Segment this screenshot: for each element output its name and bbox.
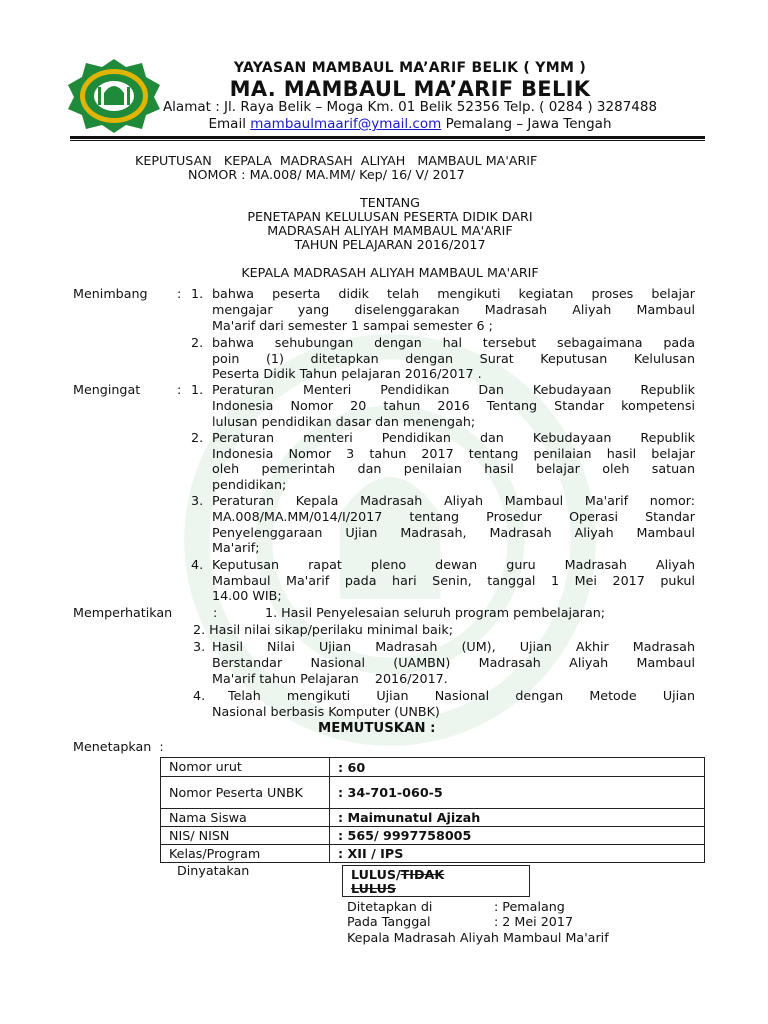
- decree-subject-2: MADRASAH ALIYAH MAMBAUL MA'ARIF: [267, 223, 513, 238]
- mengingat-3-line-3: Penyelenggaraan Ujian Madrasah, Madrasah Aliyah Mambaul: [212, 525, 695, 540]
- row-label: Nama Siswa: [161, 809, 330, 827]
- result-line-1: [351, 868, 521, 882]
- row-value: : XII / IPS: [330, 845, 705, 863]
- menimbang-num-1: 1.: [191, 286, 204, 301]
- memperhatikan-colon: :: [213, 605, 218, 620]
- mengingat-3-line-1: Peraturan Kepala Madrasah Aliyah Mambaul Ma'arif nomor:: [212, 493, 695, 508]
- memutuskan-heading: MEMUTUSKAN :: [318, 721, 436, 736]
- result-box: [342, 865, 530, 897]
- row-value: : 34-701-060-5: [330, 777, 705, 809]
- decree-number: NOMOR : MA.008/ MA.MM/ Kep/ 16/ V/ 2017: [188, 167, 465, 182]
- row-label: Nomor urut: [161, 758, 330, 777]
- place-value: : Pemalang: [494, 899, 565, 914]
- row-value: : 565/ 9997758005: [330, 827, 705, 845]
- result-fail-2: LULUS: [351, 881, 397, 896]
- result-pass: LULUS/: [351, 867, 401, 882]
- memperhatikan-3-line-1: Hasil Nilai Ujian Madrasah (UM), Ujian Akhir Madrasah: [212, 639, 695, 654]
- mengingat-num-1: 1.: [191, 382, 204, 397]
- student-info-table: [160, 757, 705, 863]
- table-row: [161, 758, 705, 777]
- decree-subject-1: PENETAPAN KELULUSAN PESERTA DIDIK DARI: [247, 209, 533, 224]
- menimbang-2-line-2: poin (1) ditetapkan dengan Surat Keputusan Kelulusan: [212, 351, 695, 366]
- memperhatikan-item-1: 1. Hasil Penyelesaian seluruh program pembelajaran;: [265, 605, 606, 620]
- memperhatikan-4-line-2: Nasional berbasis Komputer (UNBK): [212, 704, 440, 719]
- table-row: [161, 845, 705, 863]
- mengingat-1-line-2: Indonesia Nomor 20 tahun 2016 Tentang Standar kompetensi: [212, 398, 695, 413]
- menetapkan-label: Menetapkan :: [73, 739, 164, 754]
- memperhatikan-4-line-1: Telah mengikuti Ujian Nasional dengan Metode Ujian: [228, 688, 695, 703]
- mengingat-1-line-3: lulusan pendidikan dasar dan menengah;: [212, 414, 476, 429]
- school-name: MA. MAMBAUL MA’ARIF BELIK: [229, 77, 591, 101]
- decree-subject-3: TAHUN PELAJARAN 2016/2017: [294, 237, 486, 252]
- email-prefix: Email: [208, 116, 246, 132]
- menimbang-1-line-2: mengajar yang diselenggarakan Madrasah Aliyah Mambaul: [212, 302, 695, 317]
- place-label: Ditetapkan di: [347, 899, 433, 914]
- menimbang-num-2: 2.: [191, 335, 204, 350]
- memperhatikan-num-4: 4.: [193, 688, 206, 703]
- mengingat-4-line-2: Mambaul Ma'arif pada hari Senin, tanggal 1 Mei 2017 pukul: [212, 573, 695, 588]
- foundation-name: YAYASAN MAMBAUL MA’ARIF BELIK ( YMM ): [233, 60, 587, 76]
- mengingat-num-2: 2.: [191, 430, 204, 445]
- email-link[interactable]: mambaulmaarif@ymail.com: [250, 116, 442, 132]
- date-label: Pada Tanggal: [347, 914, 431, 929]
- email-line: [0, 116, 768, 132]
- memperhatikan-num-3: 3.: [193, 639, 206, 654]
- mengingat-4-line-1: Keputusan rapat pleno dewan guru Madrasah Aliyah: [212, 557, 695, 572]
- memperhatikan-3-line-3: Ma'arif tahun Pelajaran 2016/2017.: [212, 671, 448, 686]
- mengingat-2-line-4: pendidikan;: [212, 477, 287, 492]
- mengingat-num-4: 4.: [191, 557, 204, 572]
- memperhatikan-3-line-2: Berstandar Nasional (UAMBN) Madrasah Aliyah Mambaul: [212, 655, 695, 670]
- row-label: Kelas/Program: [161, 845, 330, 863]
- table-row: [161, 777, 705, 809]
- menimbang-1-line-3: Ma'arif dari semester 1 sampai semester 6 ;: [212, 318, 493, 333]
- mengingat-2-line-1: Peraturan menteri Pendidikan dan Kebudayaan Republik: [212, 430, 695, 445]
- row-label: Nomor Peserta UNBK: [161, 777, 330, 809]
- table-row: [161, 827, 705, 845]
- mengingat-num-3: 3.: [191, 493, 204, 508]
- menimbang-label: Menimbang: [73, 286, 148, 301]
- header-divider-thin: [70, 140, 705, 141]
- school-address: Alamat : Jl. Raya Belik – Moga Km. 01 Belik 52356 Telp. ( 0284 ) 3287488: [162, 99, 658, 115]
- header-divider: [70, 136, 705, 139]
- menimbang-2-line-1: bahwa sehubungan dengan hal tersebut sebagaimana pada: [212, 335, 695, 350]
- row-value: : 60: [330, 758, 705, 777]
- mengingat-2-line-3: oleh pemerintah dan penilaian hasil belajar oleh satuan: [212, 461, 695, 476]
- decree-title: KEPUTUSAN KEPALA MADRASAH ALIYAH MAMBAUL MA'ARIF: [135, 153, 538, 168]
- decree-about: TENTANG: [359, 195, 421, 210]
- menimbang-1-line-1: bahwa peserta didik telah mengikuti kegiatan proses belajar: [212, 286, 695, 301]
- result-fail-1: TIDAK: [400, 867, 445, 882]
- table-row: [161, 809, 705, 827]
- row-value: : Maimunatul Ajizah: [330, 809, 705, 827]
- mengingat-label: Mengingat: [73, 382, 141, 397]
- row-label: NIS/ NISN: [161, 827, 330, 845]
- mengingat-1-line-1: Peraturan Menteri Pendidikan Dan Kebudayaan Republik: [212, 382, 695, 397]
- email-suffix: Pemalang – Jawa Tengah: [445, 116, 612, 132]
- menimbang-2-line-3: Peserta Didik Tahun pelajaran 2016/2017 .: [212, 366, 482, 381]
- result-label: Dinyatakan: [177, 863, 250, 878]
- memperhatikan-item-2: 2. Hasil nilai sikap/perilaku minimal baik;: [193, 622, 453, 637]
- signatory-title: Kepala Madrasah Aliyah Mambaul Ma'arif: [347, 930, 609, 945]
- mengingat-2-line-2: Indonesia Nomor 3 tahun 2017 tentang penilaian hasil belajar: [212, 446, 695, 461]
- menimbang-colon: :: [177, 286, 182, 301]
- mengingat-3-line-4: Ma'arif;: [212, 540, 260, 555]
- decree-issuer: KEPALA MADRASAH ALIYAH MAMBAUL MA'ARIF: [241, 265, 539, 280]
- mengingat-4-line-3: 14.00 WIB;: [212, 588, 282, 603]
- mengingat-colon: :: [177, 382, 182, 397]
- date-value: : 2 Mei 2017: [494, 914, 574, 929]
- memperhatikan-label: Memperhatikan: [73, 605, 173, 620]
- mengingat-3-line-2: MA.008/MA.MM/014/I/2017 tentang Prosedur Operasi Standar: [212, 509, 695, 524]
